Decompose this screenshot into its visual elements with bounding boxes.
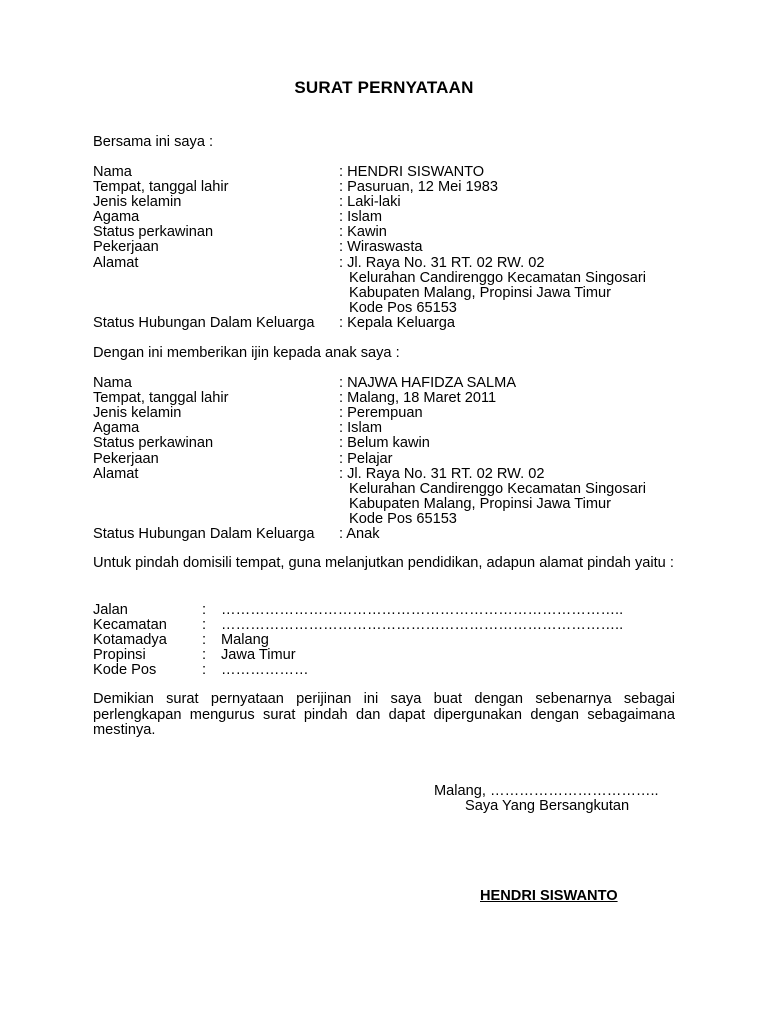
field-value: : HENDRI SISWANTO — [339, 164, 485, 180]
parent-address-line: Kelurahan Candirenggo Kecamatan Singosari — [349, 270, 646, 286]
signature-name: HENDRI SISWANTO — [480, 888, 618, 904]
field-label: Agama — [93, 420, 140, 436]
parent-field-marital — [93, 224, 693, 240]
new-address-province — [93, 647, 693, 663]
parent-address-line: Kabupaten Malang, Propinsi Jawa Timur — [349, 285, 612, 301]
field-colon: : — [202, 602, 207, 618]
child-field-gender — [93, 405, 693, 421]
field-label: Pekerjaan — [93, 239, 159, 255]
field-label: Kode Pos — [93, 662, 157, 678]
field-value: : NAJWA HAFIDZA SALMA — [339, 375, 517, 391]
field-label: Status Hubungan Dalam Keluarga — [93, 315, 315, 331]
parent-field-religion — [93, 209, 693, 225]
child-field-address — [93, 466, 693, 482]
field-value: ……………………………………………………………………….. — [221, 602, 624, 618]
field-label: Pekerjaan — [93, 451, 159, 467]
field-label: Nama — [93, 375, 132, 391]
field-label: Status perkawinan — [93, 224, 214, 240]
field-label: Kecamatan — [93, 617, 167, 633]
parent-field-gender — [93, 194, 693, 210]
field-colon: : — [202, 647, 207, 663]
parent-field-name — [93, 164, 693, 180]
child-address-line: Kelurahan Candirenggo Kecamatan Singosari — [349, 481, 646, 497]
field-value: ……………………………………………………………………….. — [221, 617, 624, 633]
field-label: Tempat, tanggal lahir — [93, 179, 229, 195]
field-label: Nama — [93, 164, 132, 180]
field-value: : Anak — [339, 526, 380, 542]
new-address-street — [93, 602, 693, 618]
field-value: : Jl. Raya No. 31 RT. 02 RW. 02 — [339, 255, 545, 271]
child-field-birth — [93, 390, 693, 406]
field-value: : Pelajar — [339, 451, 393, 467]
parent-field-job — [93, 239, 693, 255]
intro-text: Bersama ini saya : — [93, 134, 214, 150]
field-value: : Laki-laki — [339, 194, 401, 210]
field-label: Jalan — [93, 602, 128, 618]
parent-address-line: Kode Pos 65153 — [349, 300, 457, 316]
field-value: : Malang, 18 Maret 2011 — [339, 390, 497, 406]
child-address-line: Kabupaten Malang, Propinsi Jawa Timur — [349, 496, 612, 512]
field-label: Jenis kelamin — [93, 405, 182, 421]
parent-field-address — [93, 255, 693, 271]
field-value: Jawa Timur — [221, 647, 296, 663]
child-field-marital — [93, 435, 693, 451]
field-value: : Islam — [339, 420, 382, 436]
signature-place-date: Malang, …………………………….. — [434, 783, 659, 799]
field-value: : Wiraswasta — [339, 239, 423, 255]
field-label: Status perkawinan — [93, 435, 214, 451]
field-colon: : — [202, 617, 207, 633]
field-label: Tempat, tanggal lahir — [93, 390, 229, 406]
child-address-line: Kode Pos 65153 — [349, 511, 457, 527]
child-field-religion — [93, 420, 693, 436]
signature-role: Saya Yang Bersangkutan — [465, 798, 630, 814]
child-field-relation — [93, 526, 693, 542]
field-value: : Jl. Raya No. 31 RT. 02 RW. 02 — [339, 466, 545, 482]
field-value: : Islam — [339, 209, 382, 225]
field-value: : Perempuan — [339, 405, 423, 421]
closing-paragraph: Demikian surat pernyataan perijinan ini saya buat dengan sebenarnya sebagai perlengkapan mengurus surat pindah dan dapat dipergunakan dengan sebagaimana mestinya. — [93, 691, 675, 738]
field-label: Jenis kelamin — [93, 194, 182, 210]
field-value: : Belum kawin — [339, 435, 430, 451]
field-value: Malang — [221, 632, 269, 648]
child-field-job — [93, 451, 693, 467]
permission-intro-text: Dengan ini memberikan ijin kepada anak saya : — [93, 345, 400, 361]
new-address-postal-code — [93, 662, 693, 678]
child-field-name — [93, 375, 693, 391]
purpose-paragraph: Untuk pindah domisili tempat, guna melanjutkan pendidikan, adapun alamat pindah yaitu : — [93, 555, 674, 571]
new-address-district — [93, 617, 693, 633]
field-value: : Pasuruan, 12 Mei 1983 — [339, 179, 499, 195]
new-address-city — [93, 632, 693, 648]
field-label: Agama — [93, 209, 140, 225]
parent-field-relation — [93, 315, 693, 331]
field-value: : Kawin — [339, 224, 387, 240]
parent-field-birth — [93, 179, 693, 195]
field-colon: : — [202, 662, 207, 678]
field-value: : Kepala Keluarga — [339, 315, 456, 331]
document-title: SURAT PERNYATAAN — [294, 78, 474, 97]
field-label: Propinsi — [93, 647, 146, 663]
field-label: Kotamadya — [93, 632, 167, 648]
field-label: Alamat — [93, 255, 139, 271]
field-value: ……………… — [221, 662, 309, 678]
field-colon: : — [202, 632, 207, 648]
field-label: Status Hubungan Dalam Keluarga — [93, 526, 315, 542]
field-label: Alamat — [93, 466, 139, 482]
